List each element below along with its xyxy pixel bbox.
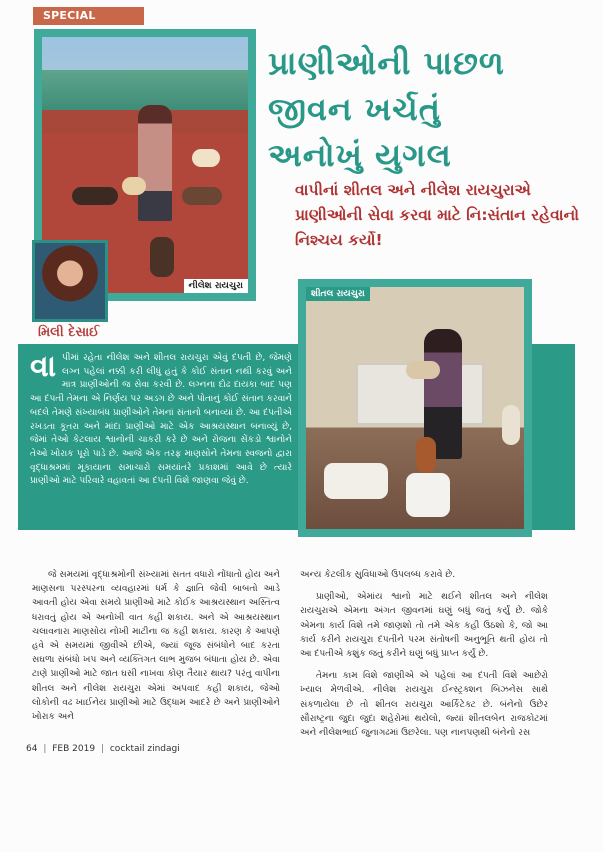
dog-figure <box>122 177 146 195</box>
author-name: મિલી દેસાઈ <box>38 325 100 340</box>
sheetal-photo <box>306 287 524 529</box>
dog-figure <box>150 237 174 277</box>
author-photo <box>32 240 108 322</box>
body-paragraph: અન્ય કેટલીક સુવિધાઓ ઉપલબ્ધ કરાવે છે. <box>300 570 456 580</box>
dog-figure <box>406 361 440 379</box>
section-tag: SPECIAL <box>33 7 144 25</box>
intro-body: પીમાં રહેતા નીલેશ અને શીતલ રાયચુરા એવું દંપતી છે, જેમણે લગ્ન પહેલાં નક્કી કરી લીધું હતું કે કોઈ સંતાન નથી કરવું અને માત્ર પ્રાણીઓની જ સેવા કરવી છે. લગ્નના દોઢ દાયકા બાદ પણ આ દંપતી તેમના એ નિર્ણય પર અડગ છે અને પોતાનું કોઈ સંતાન કરવાને બદલે તેમણે સંખ્યાબંધ પ્રાણીઓને તેમનાં સંતાનો બનાવ્યાં છે. આ દંપતીએ રખડતા કૂતરા અને માંદા પ્રાણીઓ માટે એક આશ્રયસ્થાન બનાવ્યું છે, જેમાં તેઓ કેટલાય શ્વાનોની ચાકરી કરે છે અને રોજના સેંકડો શ્વાનોને તેઓ ખોરાક પૂરો પાડે છે. આજે એક તરફ માણસોને તેમના સ્વજનો દ્વારા વૃદ્ધાશ્રમમાં મૂકાયાના સમાચારો સમયાંતરે પ્રકાશમાં આવે છે ત્યારે પ્રાણીઓ માટે પરિવારે વહાવતાં આ દંપતી વિશે જાણવા જેવું છે. <box>30 353 292 487</box>
sheetal-caption: શીતલ રાયચુરા <box>306 287 370 301</box>
subheading: વાપીનાં શીતલ અને નીલેશ રાયચુરાએ પ્રાણીઓની સેવા કરવા માટે નિ:સંતાન રહેવાનો નિશ્ચય કર્યો! <box>295 181 580 249</box>
intro-text <box>30 349 292 489</box>
dog-figure <box>324 463 388 499</box>
drop-cap: વા <box>30 349 57 384</box>
headline-line: જીવન ખર્ચતું <box>268 90 441 128</box>
body-column-left: જે સમયમાં વૃદ્ધાશ્રમોની સંખ્યામાં સતત વધારો નોંધાતો હોય અને માણસના પરસ્પરના વ્યવહારમાં ધર્મ કે જ્ઞાતિ જેવી બાબતો આડે આવતી હોય એવા સમયે પ્રાણીઓ માટે કોઈક આશ્રયસ્થાન અસ્તિત્વ ધરાવતું હોય એ અનોખી વાત કહી શકાય. અને એ આશ્રયસ્થાન ચલાવનારા માણસોય નોખી માટીના જ કહી શકાય. કારણ કે આપણે હવે એ સમયમાં જીવીએ છીએ, જ્યાં જૂજ સંબંધોને બાદ કરતા સઘળા સંબંધો ખપ અને વ્યક્તિગત લાભ મુજબ બંધાતા હોય છે. એવા ટાણે પ્રાણીઓ માટે જાત ઘસી નાખવા કોણ તૈયાર થાય? પરંતુ વાપીના શીતલ અને નીલેશ રાયચુરા એમાં અપવાદ કહી શકાય, જેઓ લોકોની વઢ ખાઈનેય પ્રાણીઓ માટે ઉદ્ધામ આદરે છે અને પ્રાણીઓને ખોરાક અને <box>32 570 280 723</box>
headline-line: પ્રાણીઓની પાછળ <box>268 44 505 82</box>
issue-date: FEB 2019 <box>52 744 96 754</box>
headline <box>268 40 568 178</box>
body-paragraph: તેમના કામ વિશે જાણીએ એ પહેલાં આ દંપતી વિશે આછેરો ખ્યાલ મેળવીએ. નીલેશ રાયચુરા ઈન્સ્ટ્રક્શન બિઝનેસ સાથે સંકળાયેલા છે તો શીતલ રાયચુરા આર્કિટેક્ટ છે. બંનેનો ઉછેર સૌરાષ્ટ્રના જુદા જુદા શહેરોમાં થયેલો, જ્યાં શીતલબેન રાજકોટમાં અને નીલેશભાઈ જુનાગઢમાં ઉછરેલા. પણ નાનપણથી બંનેનો રસ <box>300 671 548 739</box>
magazine-name: cocktail zindagi <box>109 744 180 754</box>
dog-figure <box>502 405 520 445</box>
sheetal-photo-frame <box>298 279 532 537</box>
nilesh-caption: નીલેશ રાયચુરા <box>184 279 248 293</box>
dog-figure <box>72 187 118 205</box>
body-column-right <box>300 568 548 748</box>
nilesh-figure <box>138 105 172 221</box>
body-paragraph: પ્રાણીઓ, એમાંય શ્વાનો માટે થઈને શીતલ અને નીલેશ રાયચુરાએ એમના અંગત જીવનમાં ઘણું બધું જતું કર્યું છે. જોકે એમના કાર્ય વિશે તમે જાણશો તો તમે એક કહી ઉઠશો કે, જો આ કાર્ય કરીને રાયચુરા દંપતીને પરમ સંતોષની અનુભૂતિ થતી હોય તો આ દંપતીએ કશુંક જતું કરીને ઘણું બધું પ્રાપ્ત કર્યું છે. <box>300 592 548 660</box>
page-number: 64 <box>26 744 38 754</box>
dog-figure <box>406 473 450 517</box>
shelter-roof <box>42 70 248 110</box>
headline-line: અનોખું યુગલ <box>268 136 452 174</box>
author-face <box>35 243 105 319</box>
footer-separator: | <box>43 744 47 754</box>
footer-separator: | <box>100 744 104 754</box>
dog-figure <box>416 437 436 473</box>
dog-figure <box>182 187 222 205</box>
page-footer <box>26 744 180 754</box>
dog-figure <box>192 149 220 167</box>
